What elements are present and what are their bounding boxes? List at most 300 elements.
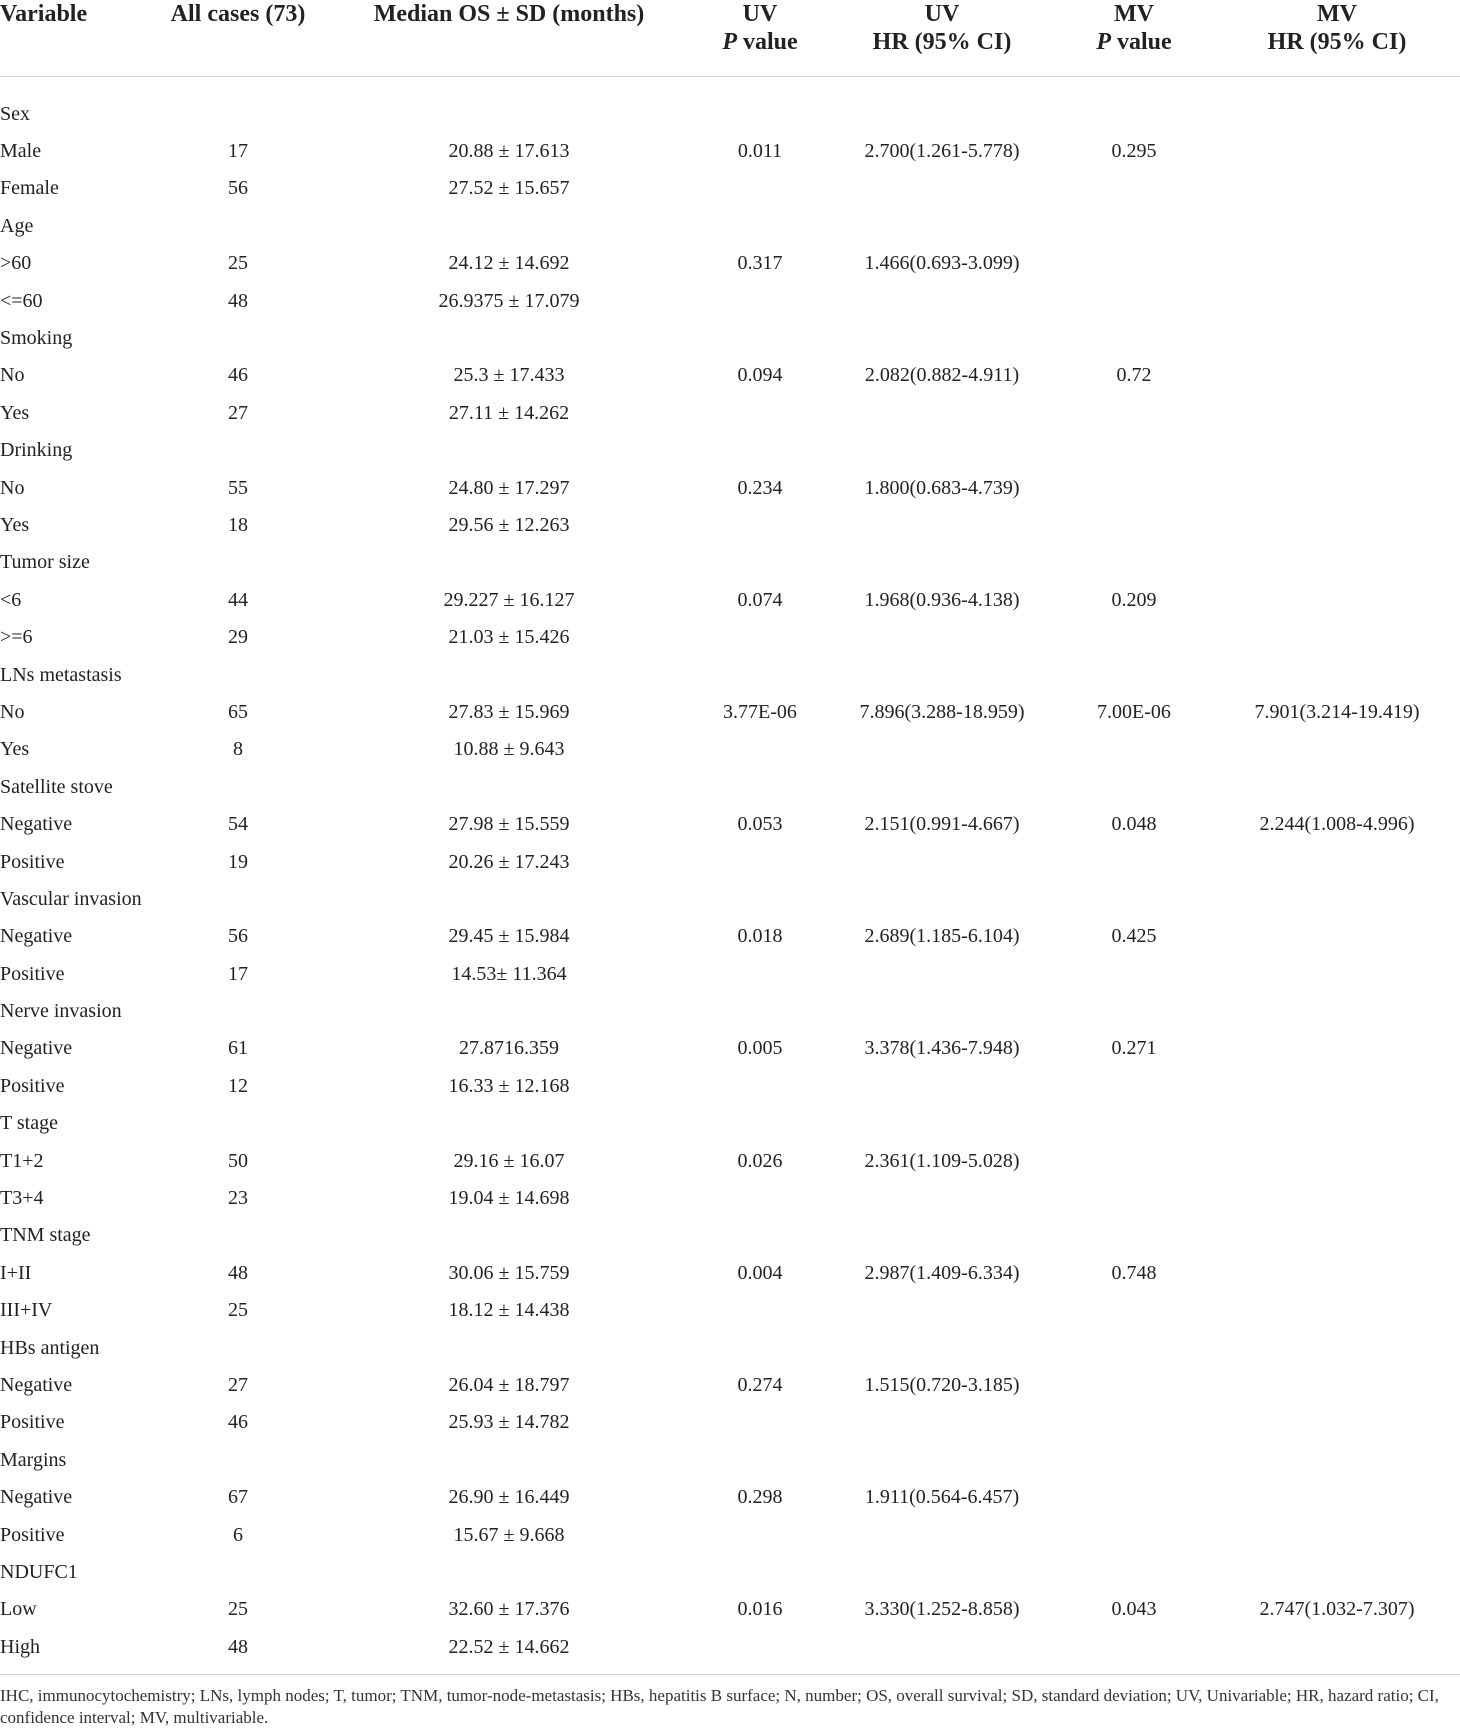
cell-mv-hr: [1214, 955, 1460, 992]
cell-uv-hr: 1.800(0.683-4.739): [864, 476, 1020, 499]
cell-mv-p-value: [1054, 170, 1214, 207]
table-row: [0, 170, 1460, 207]
header-row: [0, 0, 1460, 77]
cell-variable: No: [0, 700, 25, 723]
header-uv-hr-bottom: HR (95% CI): [872, 29, 1012, 55]
cell-all-cases: 56: [228, 177, 248, 200]
cell-variable: >60: [0, 252, 32, 275]
cell-uv-p-value: 0.011: [737, 140, 783, 163]
cell-uv-p-value: [690, 1553, 830, 1590]
cell-variable: Negative: [0, 1486, 73, 1509]
cell-uv-hr: [830, 1105, 1054, 1142]
cell-variable: Positive: [0, 1411, 65, 1434]
cell-uv-p-value: [690, 1217, 830, 1254]
cell-uv-hr: [830, 282, 1054, 319]
cell-uv-p-value: [690, 207, 830, 244]
cell-variable: >=6: [0, 626, 33, 649]
cell-median-os: 19.04 ± 14.698: [448, 1187, 570, 1210]
header-median-os: Median OS ± SD (months): [328, 0, 690, 77]
cell-mv-p-value: [1054, 544, 1214, 581]
table-row: [0, 1366, 1460, 1403]
cell-mv-p-value: [1054, 394, 1214, 431]
cell-median-os: 20.88 ± 17.613: [448, 140, 570, 163]
cell-variable: T3+4: [0, 1187, 44, 1210]
cell-mv-hr: [1214, 731, 1460, 768]
cell-mv-p-value: [1054, 1329, 1214, 1366]
cell-uv-hr: [830, 170, 1054, 207]
cell-all-cases: [148, 1441, 328, 1478]
cell-uv-hr: [830, 1628, 1054, 1665]
table-row: [0, 95, 1460, 132]
cell-all-cases: 48: [228, 1635, 248, 1658]
cell-variable: T stage: [0, 1112, 58, 1135]
cell-all-cases: 67: [228, 1486, 248, 1509]
cell-mv-p-value: 0.748: [1111, 1261, 1157, 1284]
cell-uv-p-value: [690, 1516, 830, 1553]
cell-uv-p-value: [690, 170, 830, 207]
table-row: [0, 805, 1460, 842]
cell-all-cases: 27: [228, 401, 248, 424]
table-row: [0, 506, 1460, 543]
cell-uv-p-value: 0.234: [737, 476, 783, 499]
cell-uv-p-value: [690, 282, 830, 319]
cell-mv-hr: [1214, 581, 1460, 618]
cell-uv-p-value: 0.317: [737, 252, 783, 275]
table-row: [0, 918, 1460, 955]
cell-mv-hr: [1214, 992, 1460, 1029]
cell-median-os: 27.52 ± 15.657: [448, 177, 570, 200]
cell-mv-p-value: [1054, 469, 1214, 506]
table-row: [0, 1404, 1460, 1441]
cell-uv-hr: 1.968(0.936-4.138): [864, 588, 1020, 611]
table-row: [0, 955, 1460, 992]
cell-uv-p-value: [690, 618, 830, 655]
cell-uv-hr: 1.515(0.720-3.185): [864, 1373, 1020, 1396]
cell-variable: No: [0, 476, 25, 499]
cell-all-cases: 48: [228, 289, 248, 312]
table-row: [0, 1478, 1460, 1515]
cell-median-os: [328, 656, 690, 693]
cell-uv-p-value: 0.016: [737, 1598, 783, 1621]
cell-median-os: 15.67 ± 9.668: [453, 1523, 565, 1546]
cell-all-cases: 65: [228, 700, 248, 723]
cell-median-os: 10.88 ± 9.643: [453, 738, 565, 761]
cell-median-os: 29.16 ± 16.07: [453, 1149, 565, 1172]
header-mv-p-bottom: [1058, 28, 1210, 56]
cell-mv-p-value: [1054, 731, 1214, 768]
cell-variable: High: [0, 1635, 40, 1658]
cell-uv-p-value: 0.053: [737, 813, 783, 836]
cell-uv-p-value: [690, 1067, 830, 1104]
cell-all-cases: 17: [228, 140, 248, 163]
cell-all-cases: [148, 656, 328, 693]
cell-uv-p-value: [690, 1628, 830, 1665]
table-header: [0, 0, 1460, 95]
table-row: [0, 656, 1460, 693]
cell-mv-p-value: 0.043: [1111, 1598, 1157, 1621]
cell-variable: Positive: [0, 962, 65, 985]
cell-uv-hr: 3.378(1.436-7.948): [864, 1037, 1020, 1060]
cell-uv-p-value: [690, 1441, 830, 1478]
header-spacer-cell: [0, 77, 1460, 96]
table-row: [0, 1441, 1460, 1478]
cell-all-cases: 8: [233, 738, 243, 761]
cell-variable: NDUFC1: [0, 1560, 78, 1583]
cell-all-cases: 18: [228, 513, 248, 536]
header-uv-p-value: [690, 0, 830, 77]
cell-mv-hr: [1214, 1254, 1460, 1291]
cell-mv-hr: [1214, 469, 1460, 506]
header-uv-p-bottom: [694, 28, 826, 56]
cell-mv-hr: [1214, 207, 1460, 244]
cell-uv-hr: 2.987(1.409-6.334): [864, 1261, 1020, 1284]
cell-uv-hr: [830, 656, 1054, 693]
cell-median-os: 27.83 ± 15.969: [448, 700, 570, 723]
cell-median-os: 32.60 ± 17.376: [448, 1598, 570, 1621]
cell-variable: Age: [0, 214, 34, 237]
header-spacer: [0, 77, 1460, 96]
cell-uv-hr: [830, 1553, 1054, 1590]
cell-variable: III+IV: [0, 1299, 53, 1322]
cell-uv-p-value: [690, 95, 830, 132]
table-row: [0, 1591, 1460, 1628]
cell-all-cases: 50: [228, 1149, 248, 1172]
cell-median-os: [328, 880, 690, 917]
cell-variable: Female: [0, 177, 59, 200]
cell-mv-p-value: 0.209: [1111, 588, 1157, 611]
cell-uv-p-value: [690, 656, 830, 693]
cell-uv-hr: [830, 1329, 1054, 1366]
cell-median-os: 14.53± 11.364: [451, 962, 567, 985]
cell-uv-hr: [830, 880, 1054, 917]
cell-uv-p-value: 0.094: [737, 364, 783, 387]
cell-mv-hr: 2.244(1.008-4.996): [1259, 813, 1415, 836]
cell-all-cases: [148, 319, 328, 356]
cell-median-os: [328, 1329, 690, 1366]
table-row: [0, 1292, 1460, 1329]
cell-median-os: 18.12 ± 14.438: [448, 1299, 570, 1322]
cell-all-cases: 25: [228, 1299, 248, 1322]
header-variable: Variable: [0, 0, 148, 77]
cell-variable: HBs antigen: [0, 1336, 100, 1359]
cell-mv-hr: [1214, 880, 1460, 917]
cell-median-os: [328, 544, 690, 581]
cell-uv-p-value: [690, 992, 830, 1029]
cell-median-os: [328, 768, 690, 805]
cell-mv-hr: [1214, 1179, 1460, 1216]
cell-median-os: 29.56 ± 12.263: [448, 513, 570, 536]
cell-mv-p-value: 0.425: [1111, 925, 1157, 948]
cell-mv-hr: [1214, 768, 1460, 805]
cell-median-os: [328, 319, 690, 356]
cell-uv-hr: [830, 1516, 1054, 1553]
cell-mv-p-value: [1054, 1179, 1214, 1216]
header-uv-p-italic: P: [722, 29, 737, 55]
cell-uv-p-value: [690, 319, 830, 356]
header-uv-p-rest: value: [737, 29, 798, 55]
cell-mv-p-value: [1054, 955, 1214, 992]
table-row: [0, 581, 1460, 618]
cell-uv-hr: 1.466(0.693-3.099): [864, 252, 1020, 275]
cell-all-cases: 19: [228, 850, 248, 873]
cell-all-cases: [148, 544, 328, 581]
cell-all-cases: [148, 992, 328, 1029]
cell-mv-hr: [1214, 1142, 1460, 1179]
cell-mv-p-value: 0.271: [1111, 1037, 1157, 1060]
cell-mv-p-value: [1054, 1478, 1214, 1515]
cell-uv-hr: [830, 1404, 1054, 1441]
cell-mv-p-value: [1054, 1292, 1214, 1329]
table-row: [0, 1254, 1460, 1291]
table-row: [0, 1516, 1460, 1553]
cell-mv-p-value: [1054, 506, 1214, 543]
table-row: [0, 992, 1460, 1029]
cell-mv-p-value: [1054, 432, 1214, 469]
table-footnote: IHC, immunocytochemistry; LNs, lymph nodes; T, tumor; TNM, tumor-node-metastasis; HBs, hepatitis B surface; N, number; OS, overall survival; SD, standard deviation; UV, Univariable; HR, hazard ratio; CI, confidence interval; MV, multivariable.: [0, 1674, 1460, 1729]
cell-mv-p-value: [1054, 1516, 1214, 1553]
cell-variable: Negative: [0, 1373, 73, 1396]
table-row: [0, 245, 1460, 282]
cell-mv-p-value: [1054, 1628, 1214, 1665]
cell-uv-hr: 2.151(0.991-4.667): [864, 813, 1020, 836]
cell-mv-p-value: [1054, 95, 1214, 132]
cell-variable: Vascular invasion: [0, 887, 142, 910]
cell-uv-hr: 7.896(3.288-18.959): [859, 700, 1025, 723]
cell-mv-hr: [1214, 357, 1460, 394]
cell-variable: T1+2: [0, 1149, 44, 1172]
cell-mv-p-value: [1054, 880, 1214, 917]
cell-variable: <=60: [0, 289, 43, 312]
header-uv-hr-top: UV: [924, 1, 960, 27]
cell-all-cases: 48: [228, 1261, 248, 1284]
table-row: [0, 1067, 1460, 1104]
cell-all-cases: 46: [228, 364, 248, 387]
cell-variable: Male: [0, 140, 42, 163]
cell-mv-p-value: 0.72: [1116, 364, 1152, 387]
cell-variable: No: [0, 364, 25, 387]
table-row: [0, 731, 1460, 768]
cell-all-cases: 61: [228, 1037, 248, 1060]
cell-variable: Smoking: [0, 327, 73, 350]
cell-median-os: 27.98 ± 15.559: [448, 813, 570, 836]
header-mv-p-value: [1054, 0, 1214, 77]
cell-uv-p-value: 0.274: [737, 1373, 783, 1396]
cell-mv-p-value: [1054, 207, 1214, 244]
cell-all-cases: [148, 1105, 328, 1142]
cell-uv-p-value: [690, 880, 830, 917]
cell-uv-hr: [830, 955, 1054, 992]
cell-uv-hr: 3.330(1.252-8.858): [864, 1598, 1020, 1621]
cell-uv-p-value: [690, 731, 830, 768]
cell-uv-p-value: [690, 768, 830, 805]
cell-variable: <6: [0, 588, 22, 611]
cell-mv-hr: [1214, 1553, 1460, 1590]
cell-median-os: 24.12 ± 14.692: [448, 252, 570, 275]
cell-uv-hr: 1.911(0.564-6.457): [864, 1486, 1020, 1509]
cell-all-cases: 6: [233, 1523, 243, 1546]
cell-median-os: [328, 1441, 690, 1478]
cell-all-cases: 25: [228, 252, 248, 275]
header-mv-hr: [1214, 0, 1460, 77]
cell-mv-hr: [1214, 1441, 1460, 1478]
cell-mv-p-value: [1054, 319, 1214, 356]
cell-median-os: 29.227 ± 16.127: [443, 588, 575, 611]
cell-variable: Negative: [0, 813, 73, 836]
cell-median-os: 29.45 ± 15.984: [448, 925, 570, 948]
cell-mv-hr: [1214, 1478, 1460, 1515]
header-uv-p-top: UV: [742, 1, 778, 27]
cell-variable: Margins: [0, 1448, 67, 1471]
cell-uv-p-value: [690, 955, 830, 992]
cell-variable: Low: [0, 1598, 37, 1621]
cell-uv-hr: [830, 618, 1054, 655]
cell-median-os: 16.33 ± 12.168: [448, 1074, 570, 1097]
cell-variable: I+II: [0, 1261, 32, 1284]
cell-uv-hr: [830, 544, 1054, 581]
cell-median-os: [328, 992, 690, 1029]
header-mv-hr-top: MV: [1317, 1, 1357, 27]
cell-uv-hr: [830, 1292, 1054, 1329]
cell-variable: Negative: [0, 925, 73, 948]
cell-uv-hr: [830, 319, 1054, 356]
table-row: [0, 1553, 1460, 1590]
cell-median-os: 30.06 ± 15.759: [448, 1261, 570, 1284]
cell-median-os: 27.11 ± 14.262: [448, 401, 570, 424]
cell-uv-p-value: [690, 394, 830, 431]
cell-mv-hr: [1214, 432, 1460, 469]
header-mv-p-italic: P: [1096, 29, 1111, 55]
table-row: [0, 132, 1460, 169]
cell-mv-hr: [1214, 394, 1460, 431]
cell-mv-p-value: [1054, 843, 1214, 880]
table-row: [0, 1217, 1460, 1254]
cell-median-os: [328, 1105, 690, 1142]
cell-variable: Drinking: [0, 439, 73, 462]
header-all-cases: All cases (73): [148, 0, 328, 77]
cell-median-os: 22.52 ± 14.662: [448, 1635, 570, 1658]
cell-uv-p-value: [690, 1329, 830, 1366]
cell-mv-hr: [1214, 319, 1460, 356]
cell-variable: TNM stage: [0, 1224, 91, 1247]
cell-all-cases: 44: [228, 588, 248, 611]
cell-all-cases: 17: [228, 962, 248, 985]
cell-mv-hr: [1214, 1292, 1460, 1329]
cell-mv-p-value: [1054, 768, 1214, 805]
header-mv-hr-bottom: HR (95% CI): [1267, 29, 1407, 55]
cell-mv-p-value: [1054, 282, 1214, 319]
cell-uv-p-value: 0.074: [737, 588, 783, 611]
cell-uv-hr: [830, 394, 1054, 431]
cell-all-cases: [148, 1553, 328, 1590]
cell-uv-p-value: [690, 432, 830, 469]
cell-median-os: 24.80 ± 17.297: [448, 476, 570, 499]
cell-all-cases: 56: [228, 925, 248, 948]
cell-median-os: [328, 1553, 690, 1590]
cell-all-cases: [148, 207, 328, 244]
cell-median-os: 26.04 ± 18.797: [448, 1373, 570, 1396]
cell-uv-p-value: [690, 544, 830, 581]
cell-variable: Yes: [0, 513, 30, 536]
cell-uv-p-value: 0.018: [737, 925, 783, 948]
cell-median-os: 27.8716.359: [459, 1037, 559, 1060]
table-row: [0, 432, 1460, 469]
table-row: [0, 768, 1460, 805]
cell-variable: Satellite stove: [0, 775, 113, 798]
cell-median-os: 25.3 ± 17.433: [453, 364, 565, 387]
cell-mv-hr: [1214, 1366, 1460, 1403]
cell-uv-hr: 2.700(1.261-5.778): [864, 140, 1020, 163]
cell-variable: Positive: [0, 1523, 65, 1546]
header-uv-hr: [830, 0, 1054, 77]
table-row: [0, 394, 1460, 431]
cell-uv-hr: 2.082(0.882-4.911): [864, 364, 1020, 387]
cell-uv-hr: [830, 1067, 1054, 1104]
cell-mv-p-value: [1054, 245, 1214, 282]
cell-mv-hr: [1214, 506, 1460, 543]
cell-all-cases: 54: [228, 813, 248, 836]
cell-uv-p-value: [690, 1404, 830, 1441]
cell-all-cases: 12: [228, 1074, 248, 1097]
cell-mv-p-value: [1054, 1553, 1214, 1590]
cell-mv-hr: [1214, 1217, 1460, 1254]
cell-median-os: [328, 207, 690, 244]
table-body: [0, 95, 1460, 1665]
cell-median-os: [328, 1217, 690, 1254]
cell-variable: Yes: [0, 401, 30, 424]
cell-mv-hr: [1214, 618, 1460, 655]
cell-uv-p-value: 0.005: [737, 1037, 783, 1060]
cell-mv-hr: [1214, 132, 1460, 169]
cell-uv-p-value: 0.026: [737, 1149, 783, 1172]
cell-median-os: 21.03 ± 15.426: [448, 626, 570, 649]
cell-uv-hr: 2.361(1.109-5.028): [864, 1149, 1020, 1172]
cell-variable: LNs metastasis: [0, 663, 122, 686]
cell-variable: Nerve invasion: [0, 1000, 122, 1023]
cell-mv-hr: 7.901(3.214-19.419): [1254, 700, 1420, 723]
cell-mv-hr: [1214, 1329, 1460, 1366]
table-row: [0, 1030, 1460, 1067]
table-row: [0, 880, 1460, 917]
cell-mv-hr: 2.747(1.032-7.307): [1259, 1598, 1415, 1621]
cell-uv-hr: [830, 207, 1054, 244]
cell-all-cases: [148, 880, 328, 917]
cell-mv-p-value: [1054, 992, 1214, 1029]
cell-median-os: [328, 432, 690, 469]
cell-mv-p-value: 0.048: [1111, 813, 1157, 836]
cell-mv-hr: [1214, 843, 1460, 880]
cell-mv-hr: [1214, 656, 1460, 693]
cell-variable: Negative: [0, 1037, 73, 1060]
table-row: [0, 469, 1460, 506]
cell-mv-hr: [1214, 544, 1460, 581]
cell-uv-hr: [830, 1441, 1054, 1478]
table-row: [0, 282, 1460, 319]
cell-mv-hr: [1214, 1516, 1460, 1553]
cell-variable: Yes: [0, 738, 30, 761]
table-row: [0, 1179, 1460, 1216]
header-mv-p-top: MV: [1114, 1, 1154, 27]
cell-uv-hr: [830, 768, 1054, 805]
header-mv-p-rest: value: [1111, 29, 1172, 55]
cell-uv-hr: [830, 1217, 1054, 1254]
cell-uv-hr: 2.689(1.185-6.104): [864, 925, 1020, 948]
cell-mv-hr: [1214, 1067, 1460, 1104]
cell-median-os: 25.93 ± 14.782: [448, 1411, 570, 1434]
cell-variable: Sex: [0, 102, 30, 125]
cell-uv-p-value: [690, 1292, 830, 1329]
cell-uv-hr: [830, 1179, 1054, 1216]
table-row: [0, 319, 1460, 356]
